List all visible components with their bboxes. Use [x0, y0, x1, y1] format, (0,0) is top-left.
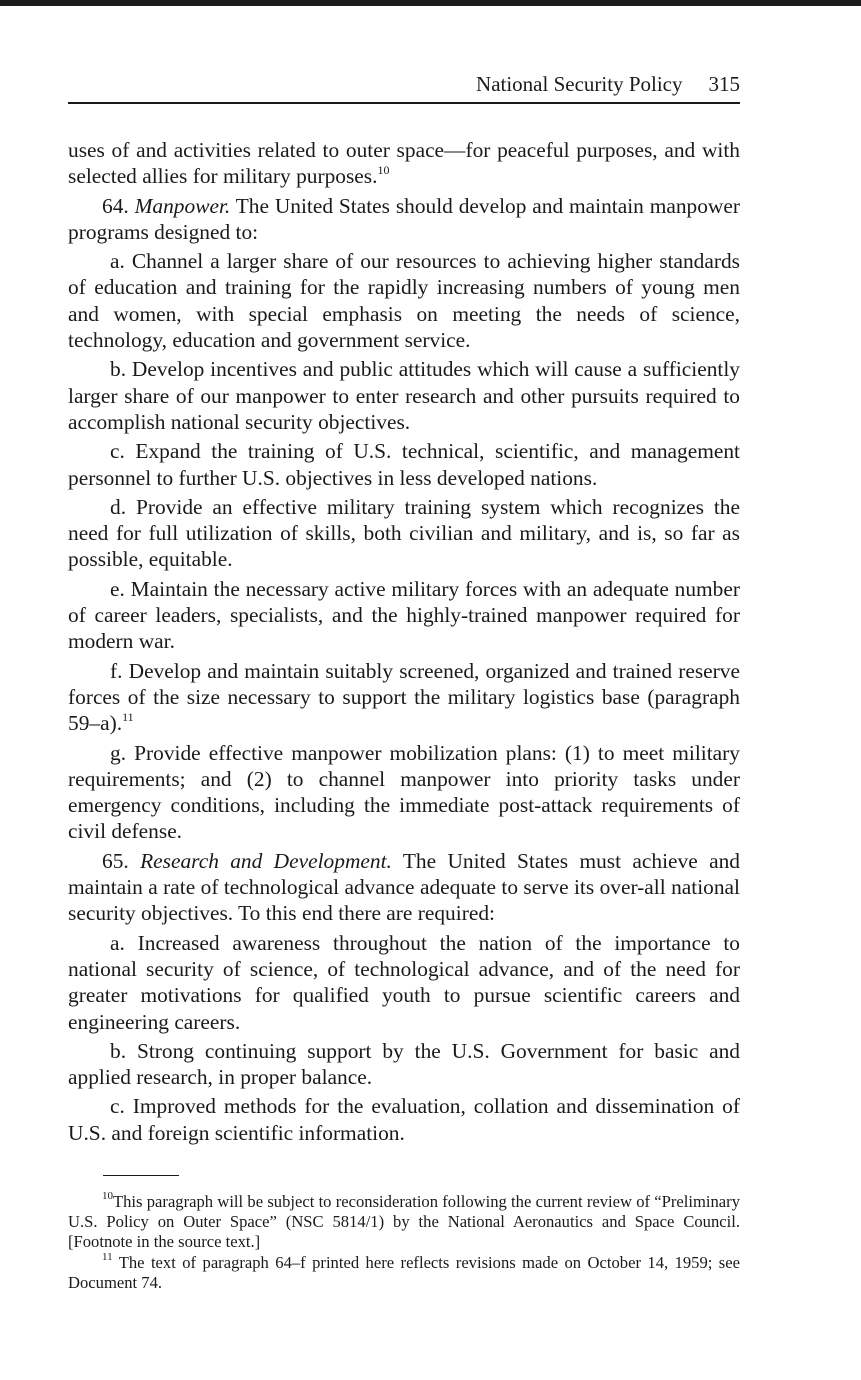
body-text — [68, 137, 740, 1149]
footnote-number: 11 — [102, 1251, 113, 1264]
paragraph-number: 64. — [102, 193, 135, 218]
footnote-number: 10 — [102, 1190, 113, 1203]
item-65a: a. Increased awareness throughout the nation of the importance to national security of science, of technological advance, and of the need for greater motivations for qualified youth to pursue scientific careers and engineering careers. — [68, 930, 740, 1034]
paragraph-65: 65. Research and Development. The United States must achieve and maintain a rate of technological advance adequate to serve its over-all national security objectives. To this end there are required: — [68, 848, 740, 926]
header-rule — [68, 102, 740, 104]
running-head — [68, 72, 740, 97]
running-title: National Security Policy — [476, 72, 683, 96]
paragraph-heading: Manpower. — [134, 193, 231, 218]
footnote-ref-11: 11 — [122, 710, 134, 725]
footnote-11: $^{11}$ The text of paragraph 64–f printed here reflects revisions made on October 14, 1959; see Document 74. — [68, 1251, 740, 1292]
footnote-rule — [103, 1175, 179, 1176]
paragraph-heading: Research and Development. — [140, 848, 392, 873]
item-64e: e. Maintain the necessary active military forces with an adequate number of career leaders, specialists, and the highly-trained manpower required for modern war. — [68, 576, 740, 654]
page-number: 315 — [708, 72, 740, 96]
item-65b: b. Strong continuing support by the U.S. Government for basic and applied research, in proper balance. — [68, 1038, 740, 1090]
item-65c: c. Improved methods for the evaluation, collation and dissemination of U.S. and foreign scientific information. — [68, 1094, 740, 1145]
footnote-ref-10: 10 — [377, 163, 390, 178]
item-64d: d. Provide an effective military training system which recognizes the need for full utilization of skills, both civilian and military, and is, so far as possible, equitable. — [68, 494, 740, 572]
item-64g: g. Provide effective manpower mobilization plans: (1) to meet military requirements; and (2) to channel manpower into priority tasks under emergency conditions, including the immediate post-attack requirements of civil defense. — [68, 740, 740, 844]
page-top-edge — [0, 0, 861, 6]
paragraph-64: 64. Manpower. The United States should develop and maintain manpower programs designed to: — [68, 193, 740, 244]
item-64c: c. Expand the training of U.S. technical, scientific, and management personnel to further U.S. objectives in less developed nations. — [68, 439, 740, 490]
paragraph-number: 65. — [102, 848, 141, 873]
paragraph-continuation: uses of and activities related to outer space—for peaceful purposes, and with selected allies for military purposes.$^{10}$ — [68, 138, 740, 189]
footnote-10: $^{10}$This paragraph will be subject to reconsideration following the current review of “Preliminary U.S. Policy on Outer Space” (NSC 5814/1) by the National Aeronautics and Space Council. [Footnote in the source text.] — [68, 1190, 740, 1251]
item-64f: f. Develop and maintain suitably screened, organized and trained reserve forces of the size necessary to support the military logistics base (paragraph 59–a).$^{11}$ — [68, 658, 740, 736]
item-64a: a. Channel a larger share of our resources to achieving higher standards of education and training for the rapidly increasing numbers of young men and women, with special emphasis on meeting the needs of science, technology, education and government service. — [68, 249, 740, 353]
footnotes — [68, 1192, 740, 1294]
item-64b: b. Develop incentives and public attitudes which will cause a sufficiently larger share of our manpower to enter research and other pursuits required to accomplish national security objectives. — [68, 357, 740, 434]
